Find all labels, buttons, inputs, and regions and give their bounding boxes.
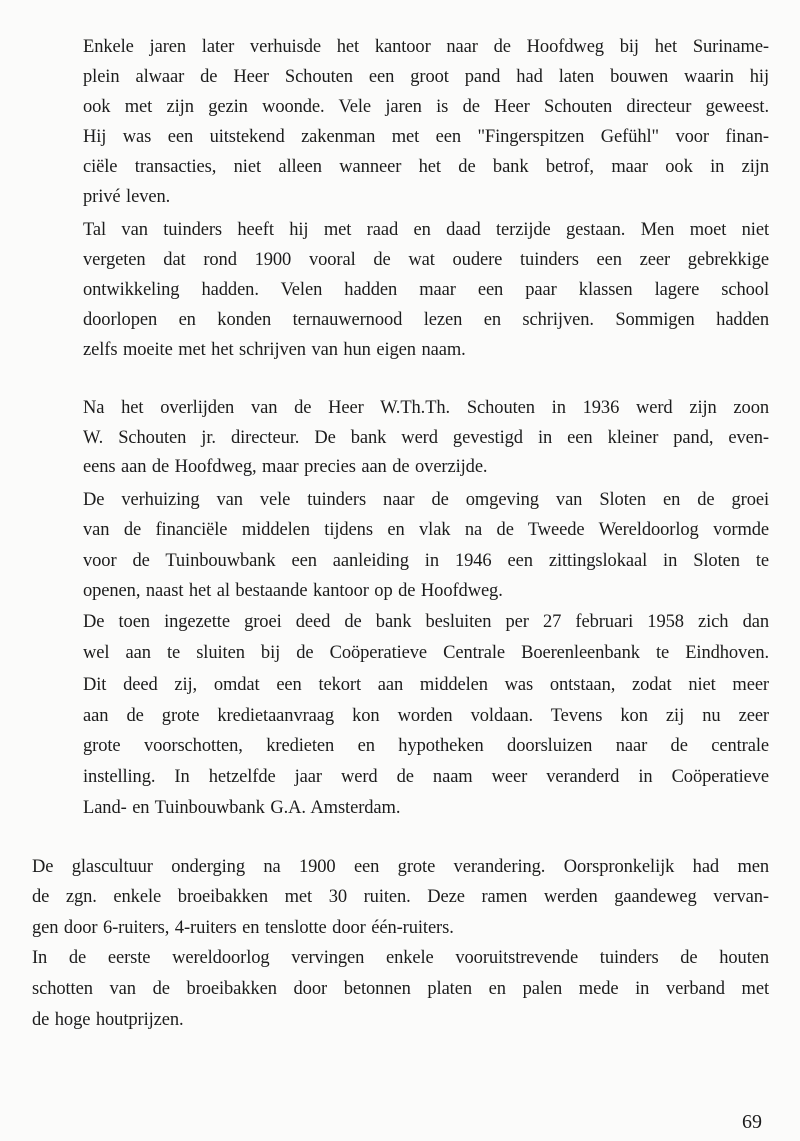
text-line: grote voorschotten, kredieten en hypotheken doorsluizen naar de centrale xyxy=(83,736,769,756)
text-line: de zgn. enkele broeibakken met 30 ruiten. Deze ramen werden gaandeweg vervan- xyxy=(32,887,769,907)
text-line: openen, naast het al bestaande kantoor op de Hoofdweg. xyxy=(83,581,503,601)
text-line: W. Schouten jr. directeur. De bank werd gevestigd in een kleiner pand, even- xyxy=(83,428,769,448)
text-line: de hoge houtprijzen. xyxy=(32,1010,184,1030)
text-line: gen door 6-ruiters, 4-ruiters en tenslotte door één-ruiters. xyxy=(32,918,454,938)
text-line: doorlopen en konden ternauwernood lezen en schrijven. Sommigen hadden xyxy=(83,310,769,330)
text-line: schotten van de broeibakken door betonnen platen en palen mede in verband met xyxy=(32,979,769,999)
text-line: Dit deed zij, omdat een tekort aan middelen was ontstaan, zodat niet meer xyxy=(83,675,769,695)
text-line: ontwikkeling hadden. Velen hadden maar een paar klassen lagere school xyxy=(83,280,769,300)
text-line: instelling. In hetzelfde jaar werd de naam weer veranderd in Coöperatieve xyxy=(83,767,769,787)
text-line: In de eerste wereldoorlog vervingen enkele vooruitstrevende tuinders de houten xyxy=(32,948,769,968)
text-line: De glascultuur onderging na 1900 een grote verandering. Oorspronkelijk had men xyxy=(32,857,769,877)
text-line: De toen ingezette groei deed de bank besluiten per 27 februari 1958 zich dan xyxy=(83,612,769,632)
text-line: aan de grote kredietaanvraag kon worden voldaan. Tevens kon zij nu zeer xyxy=(83,706,769,726)
text-line: vergeten dat rond 1900 vooral de wat oudere tuinders een zeer gebrekkige xyxy=(83,250,769,270)
text-line: Land- en Tuinbouwbank G.A. Amsterdam. xyxy=(83,798,401,818)
page-number: 69 xyxy=(742,1111,762,1133)
text-line: Tal van tuinders heeft hij met raad en daad terzijde gestaan. Men moet niet xyxy=(83,220,769,240)
text-line: Na het overlijden van de Heer W.Th.Th. Schouten in 1936 werd zijn zoon xyxy=(83,398,769,418)
text-line: ciële transacties, niet alleen wanneer het de bank betrof, maar ook in zijn xyxy=(83,157,769,177)
text-line: eens aan de Hoofdweg, maar precies aan de overzijde. xyxy=(83,457,488,477)
text-line: privé leven. xyxy=(83,187,171,207)
text-line: zelfs moeite met het schrijven van hun eigen naam. xyxy=(83,340,466,360)
text-line: van de financiële middelen tijdens en vlak na de Tweede Wereldoorlog vormde xyxy=(83,520,769,540)
text-line: wel aan te sluiten bij de Coöperatieve Centrale Boerenleenbank te Eindhoven. xyxy=(83,643,769,663)
text-line: Enkele jaren later verhuisde het kantoor naar de Hoofdweg bij het Suriname- xyxy=(83,37,769,57)
text-line: plein alwaar de Heer Schouten een groot pand had laten bouwen waarin hij xyxy=(83,67,769,87)
text-line: De verhuizing van vele tuinders naar de omgeving van Sloten en de groei xyxy=(83,490,769,510)
text-line: ook met zijn gezin woonde. Vele jaren is de Heer Schouten directeur geweest. xyxy=(83,97,769,117)
text-line: voor de Tuinbouwbank een aanleiding in 1946 een zittingslokaal in Sloten te xyxy=(83,551,769,571)
text-line: Hij was een uitstekend zakenman met een "Fingerspitzen Gefühl" voor finan- xyxy=(83,127,769,147)
